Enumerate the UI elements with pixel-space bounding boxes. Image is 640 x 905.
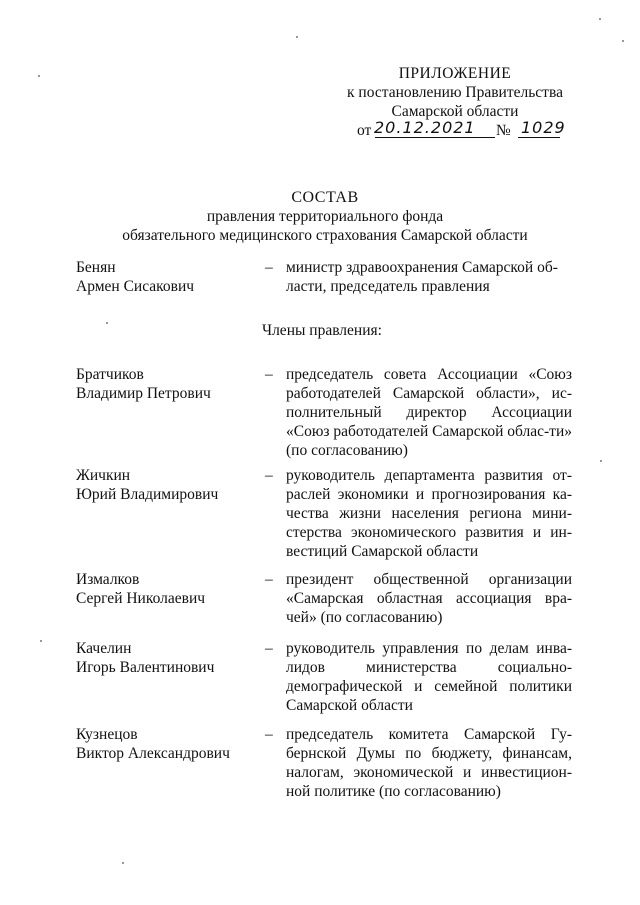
surname: Бенян bbox=[76, 259, 116, 276]
date-underline bbox=[375, 137, 495, 138]
handwritten-number: 1029 bbox=[521, 118, 566, 137]
person-position: председатель комитета Самарской Гу-бернской Думы по бюджету, финансам, налогам, экономической и инвестицион-ной политике (по согласованию) bbox=[286, 726, 572, 800]
document-heading bbox=[0, 188, 640, 245]
person-name bbox=[76, 258, 256, 296]
surname: Кузнецов bbox=[76, 726, 138, 743]
handwritten-date: 20.12.2021 bbox=[374, 118, 476, 137]
dash: – bbox=[265, 571, 273, 588]
given-names: Виктор Александрович bbox=[76, 745, 230, 762]
heading-line-2: обязательного медицинского страхования Самарской области bbox=[122, 227, 528, 244]
appendix-line-2: Самарской области bbox=[391, 103, 519, 120]
person-name bbox=[76, 725, 256, 763]
heading-title: СОСТАВ bbox=[291, 189, 359, 206]
members-label: Члены правления: bbox=[262, 322, 382, 339]
person-name bbox=[76, 466, 256, 504]
person-position: руководитель управления по делам инва-лидов министерства социально-демографической и семейной политики Самарской области bbox=[286, 640, 572, 714]
surname: Измалков bbox=[76, 571, 140, 588]
person-position: председатель совета Ассоциации «Союз работодателей Самарской области», ис-полнительный директор Ассоциации «Союз работодателей Самарской облас-ти» (по согласованию) bbox=[286, 366, 572, 459]
person-position: руководитель департамента развития от-раслей экономики и прогнозирования ка-чества жизни населения региона мини-стерства экономического развития и ин-вестиций Самарской области bbox=[286, 467, 572, 560]
dash: – bbox=[265, 467, 273, 484]
appendix-title: ПРИЛОЖЕНИЕ bbox=[398, 65, 512, 82]
date-prefix: от bbox=[357, 122, 372, 139]
appendix-header bbox=[340, 64, 570, 143]
given-names: Игорь Валентинович bbox=[76, 659, 215, 676]
surname: Жичкин bbox=[76, 467, 131, 484]
appendix-line-1: к постановлению Правительства bbox=[347, 84, 563, 101]
dash: – bbox=[265, 259, 273, 276]
person-name bbox=[76, 570, 256, 608]
position-line: министр здравоохранения Самарской об- bbox=[286, 259, 558, 276]
given-names: Владимир Петрович bbox=[76, 385, 211, 402]
date-number-line bbox=[340, 118, 570, 143]
dash: – bbox=[265, 366, 273, 383]
number-underline bbox=[518, 137, 560, 138]
given-names: Сергей Николаевич bbox=[76, 590, 206, 607]
given-names: Юрий Владимирович bbox=[76, 486, 219, 503]
person-position: президент общественной организации «Самарская областная ассоциация вра-чей» (по согласованию) bbox=[286, 571, 572, 626]
surname: Братчиков bbox=[76, 366, 144, 383]
person-name bbox=[76, 365, 256, 403]
number-prefix: № bbox=[496, 122, 511, 139]
person-position bbox=[286, 258, 572, 296]
given-names: Армен Сисакович bbox=[76, 278, 195, 295]
heading-line-1: правления территориального фонда bbox=[206, 208, 444, 225]
dash: – bbox=[265, 726, 273, 743]
dash: – bbox=[265, 640, 273, 657]
surname: Качелин bbox=[76, 640, 132, 657]
person-name bbox=[76, 639, 256, 677]
position-line: ласти, председатель правления bbox=[286, 278, 490, 295]
